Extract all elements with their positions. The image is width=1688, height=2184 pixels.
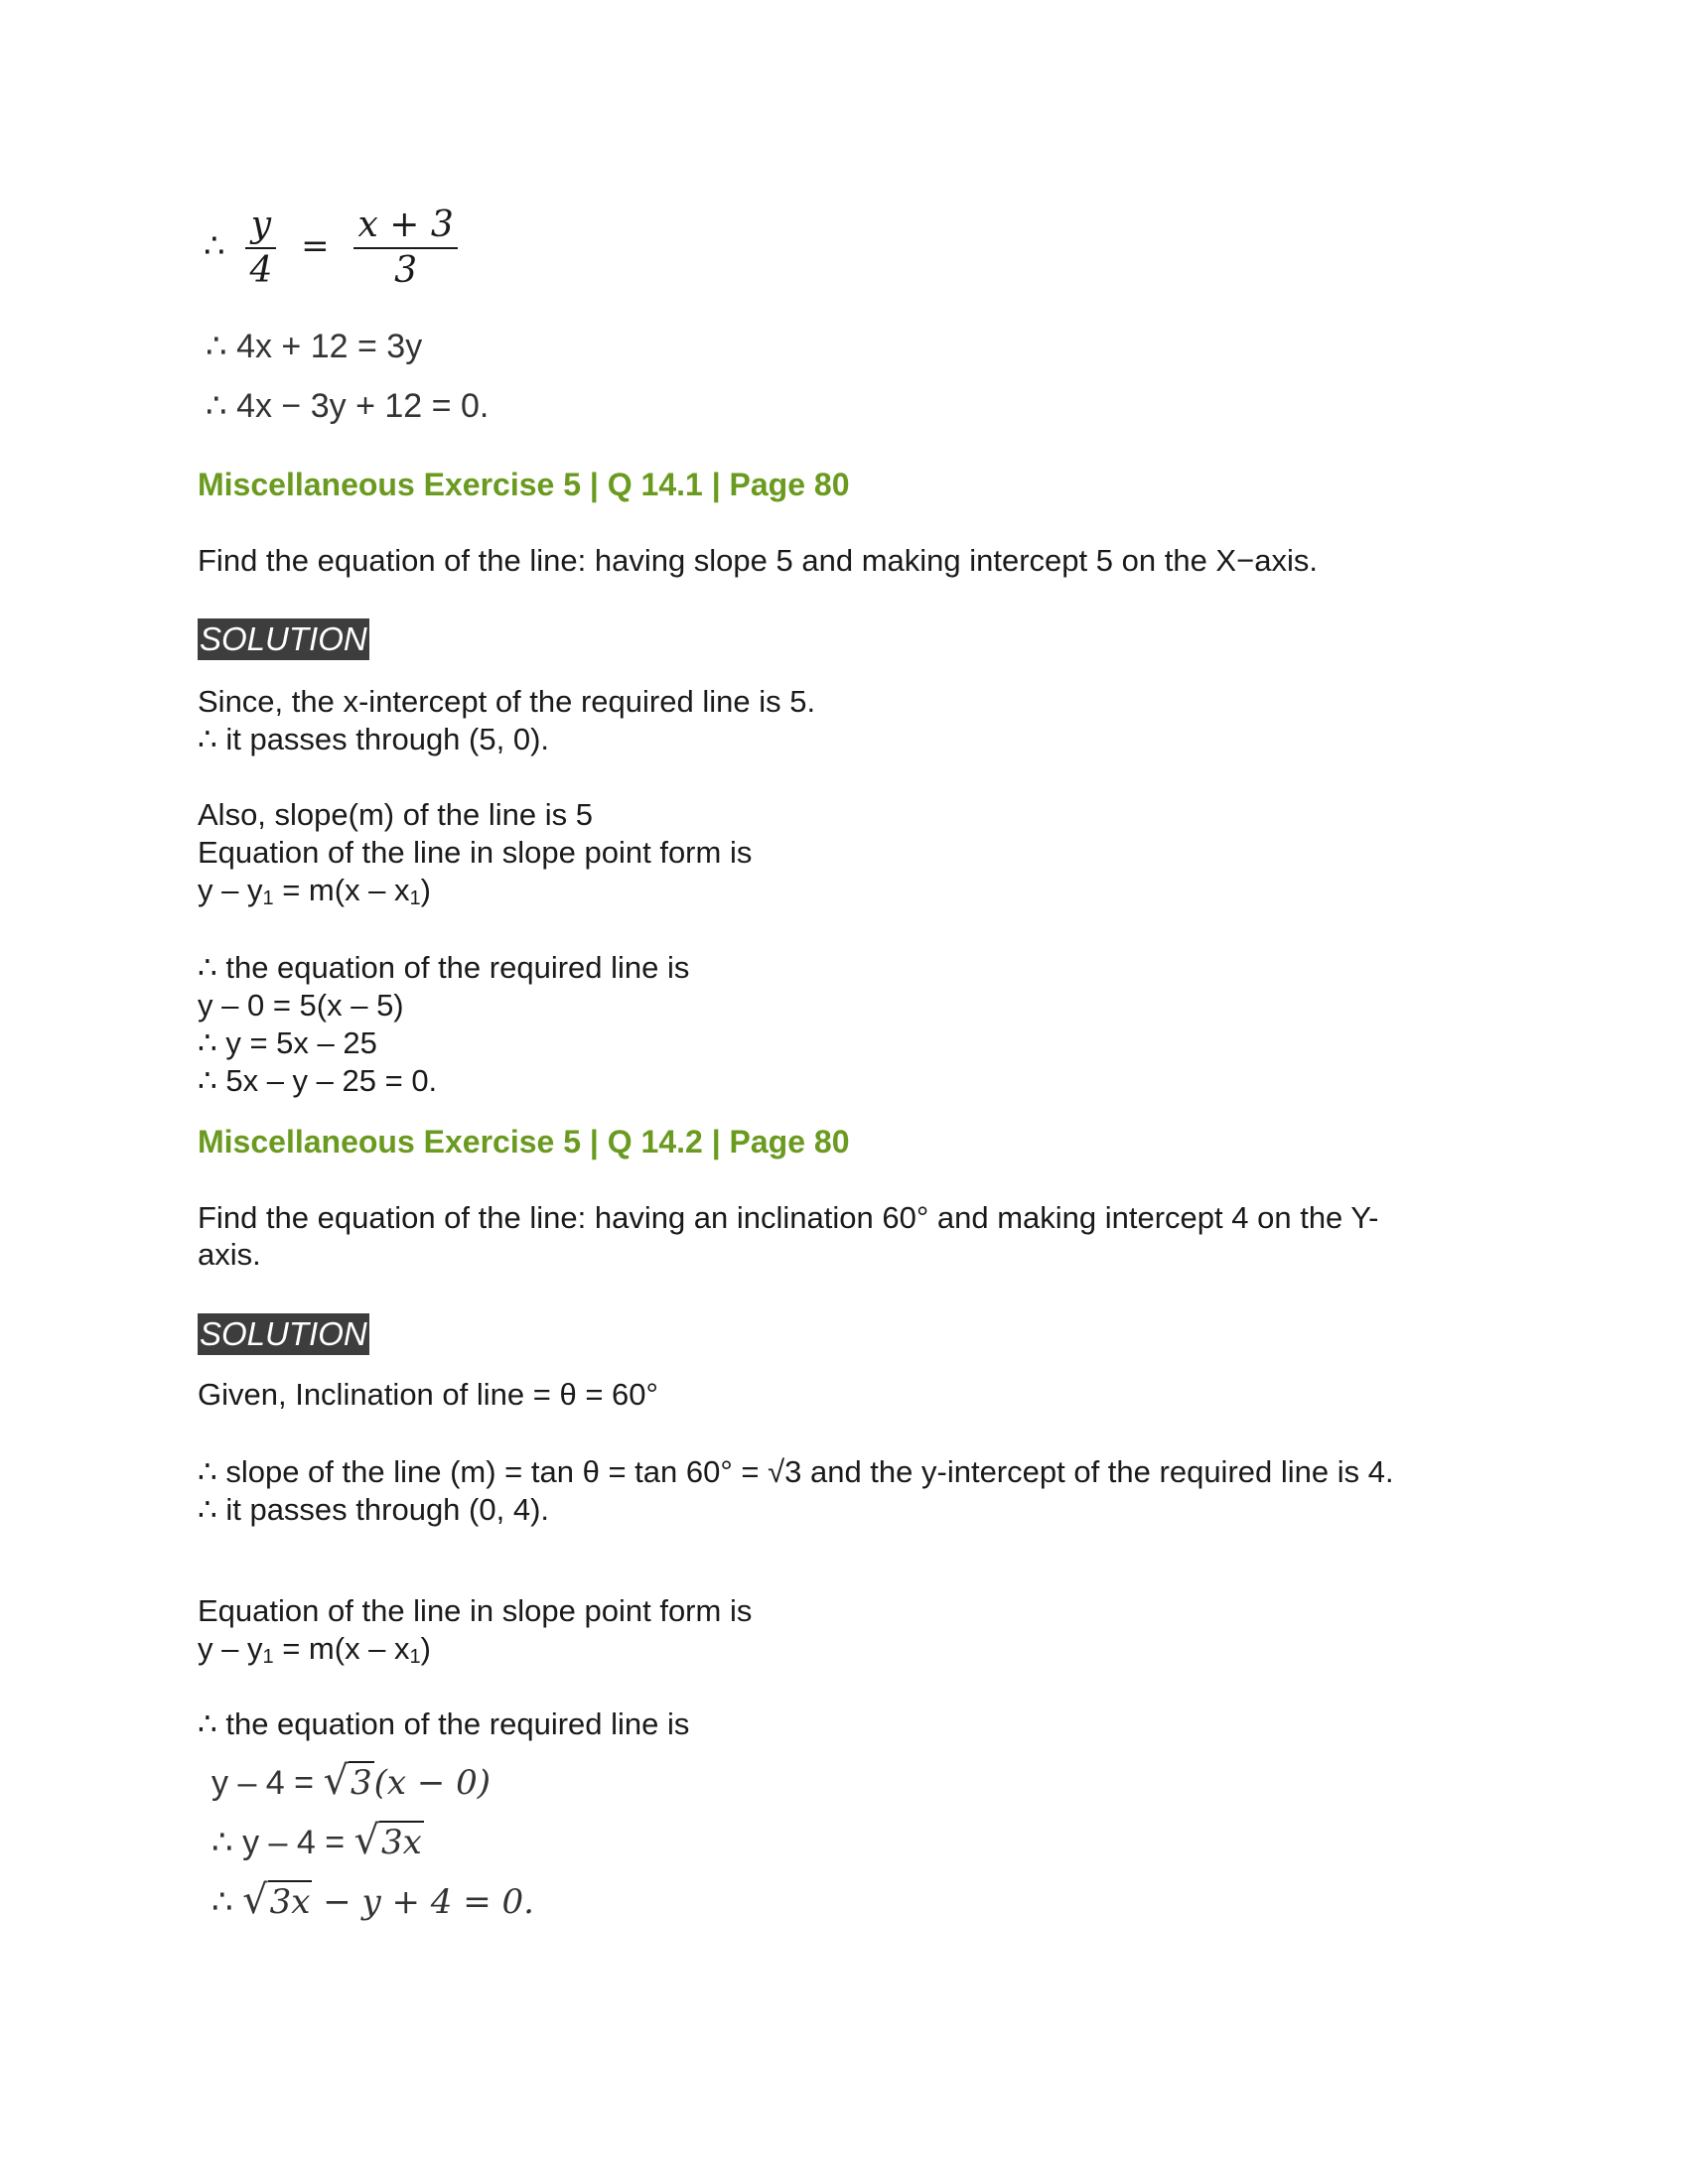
solution-text: ∴ the equation of the required line is — [198, 1706, 690, 1741]
formula-part: ) — [420, 1631, 431, 1666]
radicand: 3x — [269, 1882, 311, 1922]
question-heading: Miscellaneous Exercise 5 | Q 14.2 | Page 80 — [198, 1124, 850, 1160]
solution-text: ∴ the equation of the required line is — [198, 950, 690, 985]
formula-part: y – y — [198, 873, 263, 907]
slope-point-formula — [198, 872, 431, 917]
equation-line: ∴ 4x − 3y + 12 = 0. — [206, 387, 490, 425]
formula-part: = m(x – x — [273, 1631, 410, 1666]
radicand: 3 — [350, 1763, 372, 1803]
equation-line: ∴ 4x + 12 = 3y — [206, 328, 423, 365]
solution-text: Equation of the line in slope point form is — [198, 835, 753, 870]
fraction-right-denominator: 3 — [394, 250, 418, 291]
square-root — [323, 1759, 373, 1805]
question-heading: Miscellaneous Exercise 5 | Q 14.1 | Page 80 — [198, 467, 850, 502]
equals-sign: = — [301, 226, 330, 266]
radicand: 3x — [381, 1823, 422, 1862]
math-equation-line — [211, 1759, 491, 1805]
subscript: 1 — [409, 887, 421, 909]
fraction-right — [353, 204, 457, 293]
subscript: 1 — [262, 1646, 274, 1668]
fraction-left — [245, 204, 276, 293]
square-root — [354, 1819, 424, 1864]
solution-text: y – 0 = 5(x – 5) — [198, 988, 404, 1023]
formula-part: y – y — [198, 1631, 263, 1666]
solution-text: Since, the x-intercept of the required line is 5. — [198, 684, 816, 719]
radical-sign-icon: √ — [323, 1758, 349, 1804]
radical-sign-icon: √ — [242, 1877, 268, 1923]
fraction-right-numerator: x + 3 — [353, 204, 457, 249]
question-text: axis. — [198, 1237, 261, 1272]
solution-label: SOLUTION — [198, 1313, 369, 1355]
equation-suffix: (x − 0) — [373, 1763, 492, 1803]
equation-prefix: y – 4 = — [211, 1764, 324, 1802]
slope-point-formula — [198, 1630, 431, 1676]
square-root — [242, 1878, 312, 1924]
fraction-left-numerator: y — [245, 204, 276, 249]
formula-part: ) — [420, 873, 431, 907]
math-equation-line — [211, 1878, 534, 1924]
solution-text: ∴ it passes through (5, 0). — [198, 722, 550, 756]
solution-text: ∴ 5x – y – 25 = 0. — [198, 1063, 438, 1098]
radical-sign-icon: √ — [353, 1818, 380, 1863]
solution-text: ∴ it passes through (0, 4). — [198, 1492, 550, 1527]
fraction-left-denominator: 4 — [249, 250, 273, 291]
therefore-symbol: ∴ — [204, 226, 225, 266]
solution-text: Given, Inclination of line = θ = 60° — [198, 1377, 658, 1412]
equation-prefix: ∴ y – 4 = — [211, 1824, 354, 1861]
equation-suffix: − y + 4 = 0. — [312, 1882, 534, 1922]
solution-text: ∴ slope of the line (m) = tan θ = tan 60° = √3 and the y-intercept of the required line is 4. — [198, 1454, 1394, 1489]
math-equation-line — [211, 1819, 424, 1864]
solution-text: ∴ y = 5x – 25 — [198, 1025, 377, 1060]
subscript: 1 — [409, 1646, 421, 1668]
solution-text: Equation of the line in slope point form is — [198, 1593, 753, 1628]
subscript: 1 — [262, 887, 274, 909]
solution-label: SOLUTION — [198, 618, 369, 660]
solution-text: Also, slope(m) of the line is 5 — [198, 797, 594, 832]
equation-prefix: ∴ — [211, 1883, 243, 1921]
formula-part: = m(x – x — [273, 873, 410, 907]
fraction-equation — [204, 204, 458, 293]
question-text: Find the equation of the line: having an inclination 60° and making intercept 4 on the Y- — [198, 1200, 1379, 1235]
question-text: Find the equation of the line: having slope 5 and making intercept 5 on the X−axis. — [198, 543, 1318, 578]
